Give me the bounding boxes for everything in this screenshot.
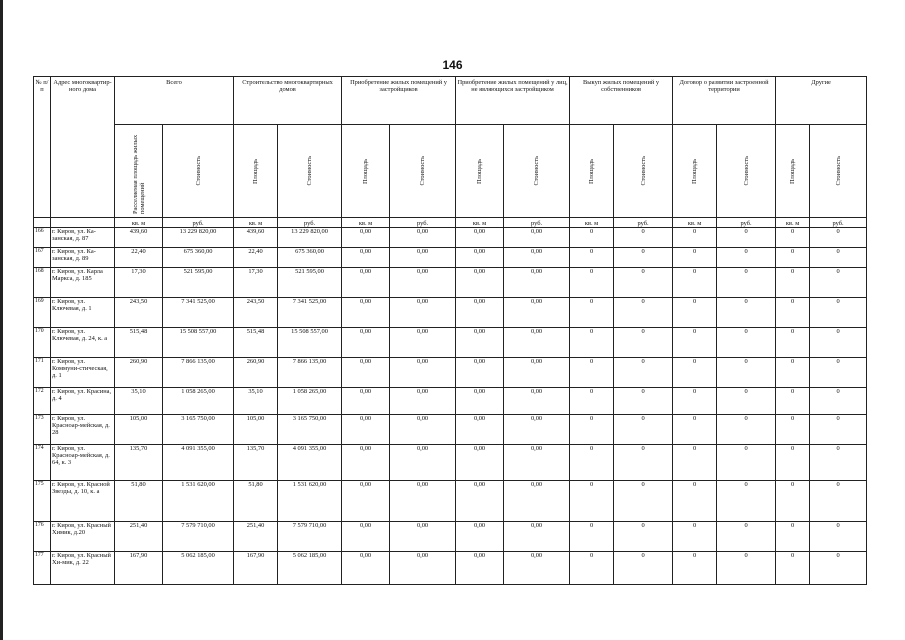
cell-area: 439,60 xyxy=(115,228,163,248)
row-address: г. Киров, ул. Красноар-мейская, д. 28 xyxy=(51,415,115,445)
cell-cost: 0,00 xyxy=(504,445,570,481)
cell-area: 0 xyxy=(570,415,614,445)
cell-cost: 0 xyxy=(717,388,776,415)
table-header xyxy=(34,77,867,228)
cell-area: 22,40 xyxy=(234,248,278,268)
cell-cost: 0 xyxy=(614,388,673,415)
subheader-area: Площадь xyxy=(456,125,504,218)
cell-cost: 0,00 xyxy=(390,248,456,268)
cell-area: 0 xyxy=(776,388,810,415)
cell-area: 51,80 xyxy=(115,481,163,522)
cell-cost: 0 xyxy=(717,358,776,388)
cell-area: 0,00 xyxy=(342,552,390,585)
unit-label: кв. м xyxy=(456,218,504,228)
subheader-cost: Стоимость xyxy=(810,125,867,218)
subheader-area: Площадь xyxy=(673,125,717,218)
cell-area: 0,00 xyxy=(342,481,390,522)
cell-area: 0 xyxy=(673,328,717,358)
cell-area: 0 xyxy=(570,298,614,328)
row-number: 172 xyxy=(34,388,51,415)
cell-cost: 0,00 xyxy=(504,298,570,328)
cell-cost: 0 xyxy=(614,228,673,248)
cell-area: 0 xyxy=(776,358,810,388)
cell-area: 0 xyxy=(776,415,810,445)
cell-cost: 0 xyxy=(717,328,776,358)
cell-cost: 0,00 xyxy=(504,552,570,585)
cell-area: 0,00 xyxy=(456,248,504,268)
header-group-construction: Строительство многоквартирных домов xyxy=(234,77,342,125)
cell-area: 251,40 xyxy=(234,522,278,552)
cell-cost: 0,00 xyxy=(390,298,456,328)
cell-cost: 1 058 265,00 xyxy=(163,388,234,415)
row-address: г. Киров, ул. Коммуни-стическая, д. 1 xyxy=(51,358,115,388)
table-row xyxy=(34,248,867,268)
cell-area: 0 xyxy=(570,268,614,298)
header-group-other: Другие xyxy=(776,77,867,125)
subheader-cost: Стоимость xyxy=(614,125,673,218)
cell-cost: 15 508 557,00 xyxy=(163,328,234,358)
cell-area: 0,00 xyxy=(456,228,504,248)
cell-cost: 0 xyxy=(717,268,776,298)
cell-area: 0,00 xyxy=(342,415,390,445)
cell-cost: 0,00 xyxy=(390,415,456,445)
cell-cost: 0,00 xyxy=(390,522,456,552)
row-number: 177 xyxy=(34,552,51,585)
cell-cost: 0 xyxy=(717,522,776,552)
cell-cost: 13 229 820,00 xyxy=(278,228,342,248)
cell-area: 0 xyxy=(776,248,810,268)
page-left-edge xyxy=(0,0,3,640)
cell-cost: 0,00 xyxy=(390,358,456,388)
cell-cost: 0 xyxy=(810,552,867,585)
cell-cost: 7 579 710,00 xyxy=(163,522,234,552)
subheader-area: Площадь xyxy=(570,125,614,218)
subheader-area: Площадь xyxy=(342,125,390,218)
row-number: 170 xyxy=(34,328,51,358)
cell-area: 35,10 xyxy=(234,388,278,415)
unit-label: руб. xyxy=(717,218,776,228)
row-number: 175 xyxy=(34,481,51,522)
cell-cost: 0 xyxy=(614,552,673,585)
cell-cost: 0 xyxy=(614,248,673,268)
cell-cost: 0,00 xyxy=(390,445,456,481)
cell-area: 0,00 xyxy=(342,248,390,268)
header-group-total: Всего xyxy=(115,77,234,125)
cell-area: 0 xyxy=(673,415,717,445)
row-address: г. Киров, ул. Красной Звезды, д. 10, к. а xyxy=(51,481,115,522)
cell-cost: 0 xyxy=(810,445,867,481)
cell-cost: 0 xyxy=(810,248,867,268)
cell-area: 135,70 xyxy=(115,445,163,481)
cell-area: 17,30 xyxy=(115,268,163,298)
cell-cost: 0,00 xyxy=(390,481,456,522)
unit-label: кв. м xyxy=(570,218,614,228)
row-address: г. Киров, ул. Красина, д. 4 xyxy=(51,388,115,415)
cell-cost: 0 xyxy=(717,248,776,268)
cell-area: 0 xyxy=(673,522,717,552)
cell-area: 0 xyxy=(673,445,717,481)
row-number: 169 xyxy=(34,298,51,328)
cell-area: 51,80 xyxy=(234,481,278,522)
cell-area: 0,00 xyxy=(456,298,504,328)
cell-cost: 0,00 xyxy=(504,522,570,552)
cell-area: 0 xyxy=(570,358,614,388)
table-row xyxy=(34,481,867,522)
cell-area: 243,50 xyxy=(115,298,163,328)
cell-cost: 0 xyxy=(717,228,776,248)
cell-cost: 0 xyxy=(717,415,776,445)
cell-cost: 0 xyxy=(717,552,776,585)
row-address: г. Киров, ул. Красноар-мейская, д. 64, к. 3 xyxy=(51,445,115,481)
cell-cost: 0,00 xyxy=(504,328,570,358)
cell-cost: 15 508 557,00 xyxy=(278,328,342,358)
row-address: г. Киров, ул. Ключевая, д. 1 xyxy=(51,298,115,328)
row-number: 167 xyxy=(34,248,51,268)
unit-label: кв. м xyxy=(776,218,810,228)
cell-area: 35,10 xyxy=(115,388,163,415)
row-address: г. Киров, ул. Ка-занская, д. 87 xyxy=(51,228,115,248)
cell-area: 0,00 xyxy=(342,522,390,552)
row-number: 173 xyxy=(34,415,51,445)
cell-cost: 0 xyxy=(614,415,673,445)
cell-area: 105,00 xyxy=(234,415,278,445)
cell-cost: 0 xyxy=(717,298,776,328)
subheader-cost: Стоимость xyxy=(163,125,234,218)
cell-cost: 0 xyxy=(810,328,867,358)
unit-label: кв. м xyxy=(234,218,278,228)
header-group-buyout: Выкуп жилых помещений у собственников xyxy=(570,77,673,125)
cell-area: 0,00 xyxy=(342,268,390,298)
cell-area: 439,60 xyxy=(234,228,278,248)
cell-cost: 0,00 xyxy=(390,268,456,298)
subheader-area: Площадь xyxy=(776,125,810,218)
cell-cost: 675 360,00 xyxy=(163,248,234,268)
cell-area: 0,00 xyxy=(456,358,504,388)
cell-cost: 0 xyxy=(717,445,776,481)
cell-area: 0,00 xyxy=(342,298,390,328)
cell-area: 0 xyxy=(776,481,810,522)
row-address: г. Киров, ул. Красный Химик, д.20 xyxy=(51,522,115,552)
cell-cost: 3 165 750,00 xyxy=(163,415,234,445)
cell-cost: 0,00 xyxy=(390,552,456,585)
table-row xyxy=(34,268,867,298)
cell-area: 0,00 xyxy=(456,268,504,298)
cell-area: 0 xyxy=(673,552,717,585)
cell-area: 251,40 xyxy=(115,522,163,552)
cell-cost: 0 xyxy=(614,358,673,388)
cell-area: 22,40 xyxy=(115,248,163,268)
cell-cost: 0 xyxy=(717,481,776,522)
cell-cost: 5 062 185,00 xyxy=(278,552,342,585)
cell-cost: 0 xyxy=(614,328,673,358)
unit-label: руб. xyxy=(810,218,867,228)
cell-cost: 0 xyxy=(810,298,867,328)
cell-area: 0,00 xyxy=(342,328,390,358)
cell-cost: 7 579 710,00 xyxy=(278,522,342,552)
cell-area: 0 xyxy=(776,328,810,358)
cell-cost: 7 341 525,00 xyxy=(163,298,234,328)
cell-area: 0,00 xyxy=(456,388,504,415)
cell-cost: 3 165 750,00 xyxy=(278,415,342,445)
cell-area: 0,00 xyxy=(342,388,390,415)
cell-cost: 4 091 355,00 xyxy=(278,445,342,481)
subheader-total-area: Расселяемая площадь жилых помещений xyxy=(115,125,163,218)
row-address: г. Киров, ул. Ключевая, д. 24, к. а xyxy=(51,328,115,358)
cell-area: 167,90 xyxy=(115,552,163,585)
cell-cost: 1 531 620,00 xyxy=(163,481,234,522)
cell-cost: 0 xyxy=(614,268,673,298)
cell-area: 0 xyxy=(570,445,614,481)
row-number: 166 xyxy=(34,228,51,248)
cell-cost: 0,00 xyxy=(390,328,456,358)
table-row xyxy=(34,552,867,585)
cell-area: 260,90 xyxy=(234,358,278,388)
unit-label: кв. м xyxy=(673,218,717,228)
cell-cost: 521 595,00 xyxy=(278,268,342,298)
cell-area: 0 xyxy=(673,268,717,298)
cell-cost: 7 866 135,00 xyxy=(163,358,234,388)
cell-cost: 5 062 185,00 xyxy=(163,552,234,585)
units-empty xyxy=(34,218,51,228)
header-group-development-contract: Договор о развитии застроенной территории xyxy=(673,77,776,125)
cell-cost: 7 866 135,00 xyxy=(278,358,342,388)
cell-area: 167,90 xyxy=(234,552,278,585)
header-address: Адрес многоквартир-ного дома xyxy=(51,77,115,218)
cell-area: 0,00 xyxy=(342,358,390,388)
cell-cost: 0 xyxy=(810,388,867,415)
cell-area: 0 xyxy=(673,481,717,522)
cell-area: 0,00 xyxy=(456,445,504,481)
cell-cost: 0 xyxy=(810,228,867,248)
cell-area: 0 xyxy=(673,358,717,388)
cell-area: 105,00 xyxy=(115,415,163,445)
cell-area: 0,00 xyxy=(342,228,390,248)
table-row xyxy=(34,298,867,328)
cell-area: 0 xyxy=(673,298,717,328)
cell-cost: 1 058 265,00 xyxy=(278,388,342,415)
cell-cost: 0,00 xyxy=(390,388,456,415)
cell-area: 0 xyxy=(673,248,717,268)
resettlement-table xyxy=(33,76,867,585)
table-row xyxy=(34,228,867,248)
cell-area: 0 xyxy=(776,228,810,248)
cell-cost: 0 xyxy=(614,522,673,552)
cell-cost: 521 595,00 xyxy=(163,268,234,298)
cell-area: 0 xyxy=(570,388,614,415)
cell-cost: 0,00 xyxy=(504,481,570,522)
subheader-cost: Стоимость xyxy=(278,125,342,218)
cell-area: 0 xyxy=(570,248,614,268)
unit-label: кв. м xyxy=(342,218,390,228)
cell-cost: 0,00 xyxy=(504,248,570,268)
cell-cost: 0 xyxy=(810,522,867,552)
table-row xyxy=(34,328,867,358)
cell-area: 0 xyxy=(570,522,614,552)
cell-cost: 1 531 620,00 xyxy=(278,481,342,522)
subheader-cost: Стоимость xyxy=(390,125,456,218)
header-group-purchase-others: Приобретение жилых помещений у лиц, не являющихся застройщиком xyxy=(456,77,570,125)
cell-area: 0 xyxy=(673,388,717,415)
table-row xyxy=(34,358,867,388)
cell-cost: 0,00 xyxy=(504,358,570,388)
cell-cost: 0 xyxy=(614,481,673,522)
cell-area: 0 xyxy=(776,445,810,481)
cell-cost: 0 xyxy=(614,445,673,481)
table-row xyxy=(34,415,867,445)
table-body xyxy=(34,228,867,585)
table-row xyxy=(34,445,867,481)
unit-label: руб. xyxy=(278,218,342,228)
cell-cost: 0 xyxy=(614,298,673,328)
cell-area: 0 xyxy=(570,328,614,358)
cell-cost: 0 xyxy=(810,358,867,388)
unit-label: кв. м xyxy=(115,218,163,228)
units-empty xyxy=(51,218,115,228)
cell-area: 0,00 xyxy=(456,328,504,358)
subheader-area: Площадь xyxy=(234,125,278,218)
header-group-purchase-developers: Приобретение жилых помещений у застройщиков xyxy=(342,77,456,125)
row-number: 168 xyxy=(34,268,51,298)
cell-area: 243,50 xyxy=(234,298,278,328)
cell-area: 0 xyxy=(776,522,810,552)
cell-area: 0,00 xyxy=(456,415,504,445)
unit-label: руб. xyxy=(390,218,456,228)
cell-area: 0,00 xyxy=(342,445,390,481)
cell-area: 0 xyxy=(673,228,717,248)
cell-area: 0,00 xyxy=(456,481,504,522)
unit-label: руб. xyxy=(504,218,570,228)
cell-cost: 0,00 xyxy=(504,228,570,248)
cell-area: 0 xyxy=(570,481,614,522)
table-row xyxy=(34,388,867,415)
row-number: 176 xyxy=(34,522,51,552)
cell-area: 0 xyxy=(776,268,810,298)
cell-cost: 7 341 525,00 xyxy=(278,298,342,328)
cell-cost: 675 360,00 xyxy=(278,248,342,268)
row-address: г. Киров, ул. Ка-занская, д. 89 xyxy=(51,248,115,268)
cell-area: 0,00 xyxy=(456,522,504,552)
cell-area: 0 xyxy=(570,552,614,585)
cell-cost: 0 xyxy=(810,415,867,445)
subheader-cost: Стоимость xyxy=(504,125,570,218)
cell-area: 260,90 xyxy=(115,358,163,388)
cell-area: 0 xyxy=(570,228,614,248)
cell-cost: 0,00 xyxy=(390,228,456,248)
row-address: г. Киров, ул. Красный Хи-мик, д. 22 xyxy=(51,552,115,585)
row-address: г. Киров, ул. Карла Маркса, д. 185 xyxy=(51,268,115,298)
subheader-cost: Стоимость xyxy=(717,125,776,218)
cell-cost: 0 xyxy=(810,481,867,522)
cell-area: 135,70 xyxy=(234,445,278,481)
unit-label: руб. xyxy=(163,218,234,228)
cell-cost: 0,00 xyxy=(504,415,570,445)
cell-area: 17,30 xyxy=(234,268,278,298)
row-number: 174 xyxy=(34,445,51,481)
cell-area: 0,00 xyxy=(456,552,504,585)
cell-area: 515,48 xyxy=(234,328,278,358)
cell-area: 515,48 xyxy=(115,328,163,358)
cell-cost: 0,00 xyxy=(504,268,570,298)
table-row xyxy=(34,522,867,552)
cell-cost: 13 229 820,00 xyxy=(163,228,234,248)
cell-cost: 0,00 xyxy=(504,388,570,415)
header-number: № п/п xyxy=(34,77,51,218)
cell-cost: 0 xyxy=(810,268,867,298)
page-number: 146 xyxy=(442,58,463,72)
unit-label: руб. xyxy=(614,218,673,228)
cell-cost: 4 091 355,00 xyxy=(163,445,234,481)
cell-area: 0 xyxy=(776,298,810,328)
row-number: 171 xyxy=(34,358,51,388)
units-row xyxy=(34,218,867,228)
cell-area: 0 xyxy=(776,552,810,585)
